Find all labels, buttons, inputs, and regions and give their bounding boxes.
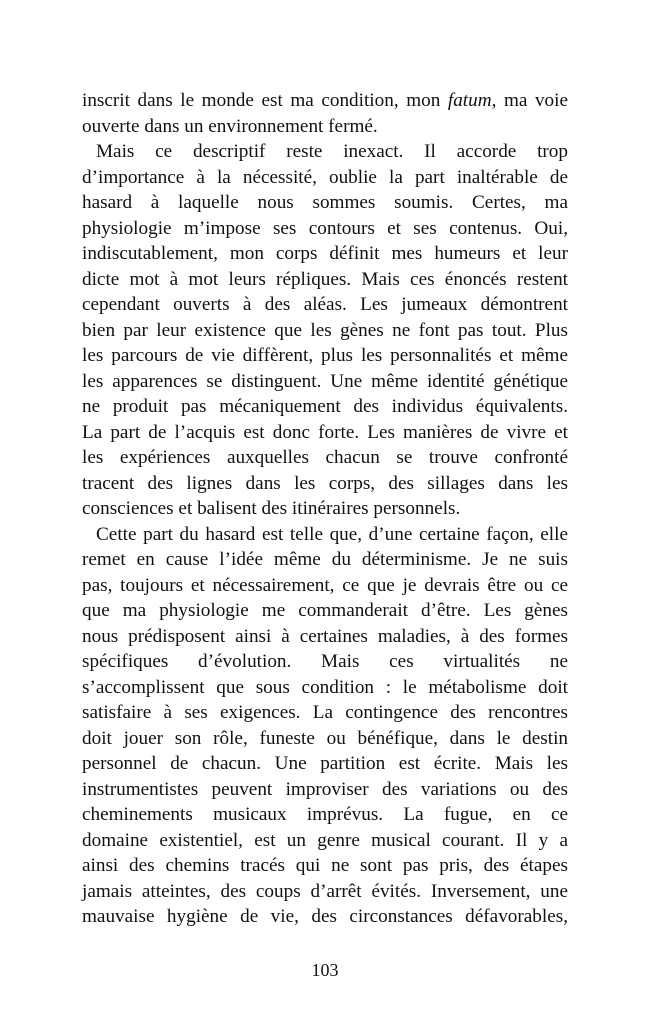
italic-word: fatum (447, 90, 492, 111)
paragraph (82, 522, 568, 930)
paragraph (82, 139, 568, 522)
text-line: La part de l’acquis est donc forte. Les manières de vivre et (82, 421, 568, 443)
text-line: remet en cause l’idée même du déterminisme. Je ne suis (82, 549, 568, 570)
text-line: satisfaire à ses exigences. La contingence des rencontres (82, 702, 568, 723)
text-line: physiologie m’impose ses contours et ses contenus. Oui, (82, 217, 568, 239)
text-line: domaine existentiel, est un genre musical courant. Il y a (82, 829, 568, 851)
text-line: consciences et balisent des itinéraires personnels. (82, 498, 461, 519)
paragraph (82, 88, 568, 139)
text-line: les parcours de vie diffèrent, plus les personnalités et même (82, 345, 568, 366)
text-line: ouverte dans un environnement fermé. (82, 115, 378, 137)
text-line: ne produit pas mécaniquement des individus équivalents. (82, 396, 568, 417)
text-line: que ma physiologie me commanderait d’être. Les gènes (82, 600, 568, 621)
text-line: tracent des lignes dans les corps, des sillages dans les (82, 472, 568, 494)
text-line: cheminements musicaux imprévus. La fugue, en ce (82, 804, 568, 825)
text-line: ainsi des chemins tracés qui ne sont pas pris, des étapes (82, 855, 568, 876)
text-line: hasard à laquelle nous sommes soumis. Certes, ma (82, 192, 568, 213)
text-line: mauvaise hygiène de vie, des circonstances défavorables, (82, 906, 568, 927)
text-line: s’accomplissent que sous condition : le métabolisme doit (82, 676, 568, 698)
text-line: spécifiques d’évolution. Mais ces virtualités ne (82, 651, 568, 672)
text-line: doit jouer son rôle, funeste ou bénéfique, dans le destin (82, 727, 568, 749)
page-number: 103 (311, 960, 339, 980)
text-line: les expériences auxquelles chacun se trouve confronté (82, 447, 568, 468)
text-line: Mais ce descriptif reste inexact. Il accorde trop (96, 141, 568, 162)
text-line: jamais atteintes, des coups d’arrêt évités. Inversement, une (82, 880, 568, 902)
text-line: dicte mot à mot leurs répliques. Mais ces énoncés restent (82, 268, 568, 290)
text-line: Cette part du hasard est telle que, d’une certaine façon, elle (96, 523, 568, 545)
text-line: instrumentistes peuvent improviser des variations ou des (82, 778, 568, 800)
text-line: bien par leur existence que les gènes ne font pas tout. Plus (82, 319, 568, 341)
text-line: d’importance à la nécessité, oublie la part inaltérable de (82, 166, 568, 188)
text-line: nous prédisposent ainsi à certaines maladies, à des formes (82, 625, 568, 647)
text-line: pas, toujours et nécessairement, ce que je devrais être ou ce (82, 574, 568, 596)
body-text (82, 88, 568, 930)
text-line: personnel de chacun. Une partition est écrite. Mais les (82, 753, 568, 774)
text-line: indiscutablement, mon corps définit mes humeurs et leur (82, 243, 568, 264)
text-line: les apparences se distinguent. Une même identité génétique (82, 370, 568, 392)
text-line: inscrit dans le monde est ma condition, mon fatum, ma voie (82, 90, 568, 111)
text-line: cependant ouverts à des aléas. Les jumeaux démontrent (82, 294, 568, 315)
